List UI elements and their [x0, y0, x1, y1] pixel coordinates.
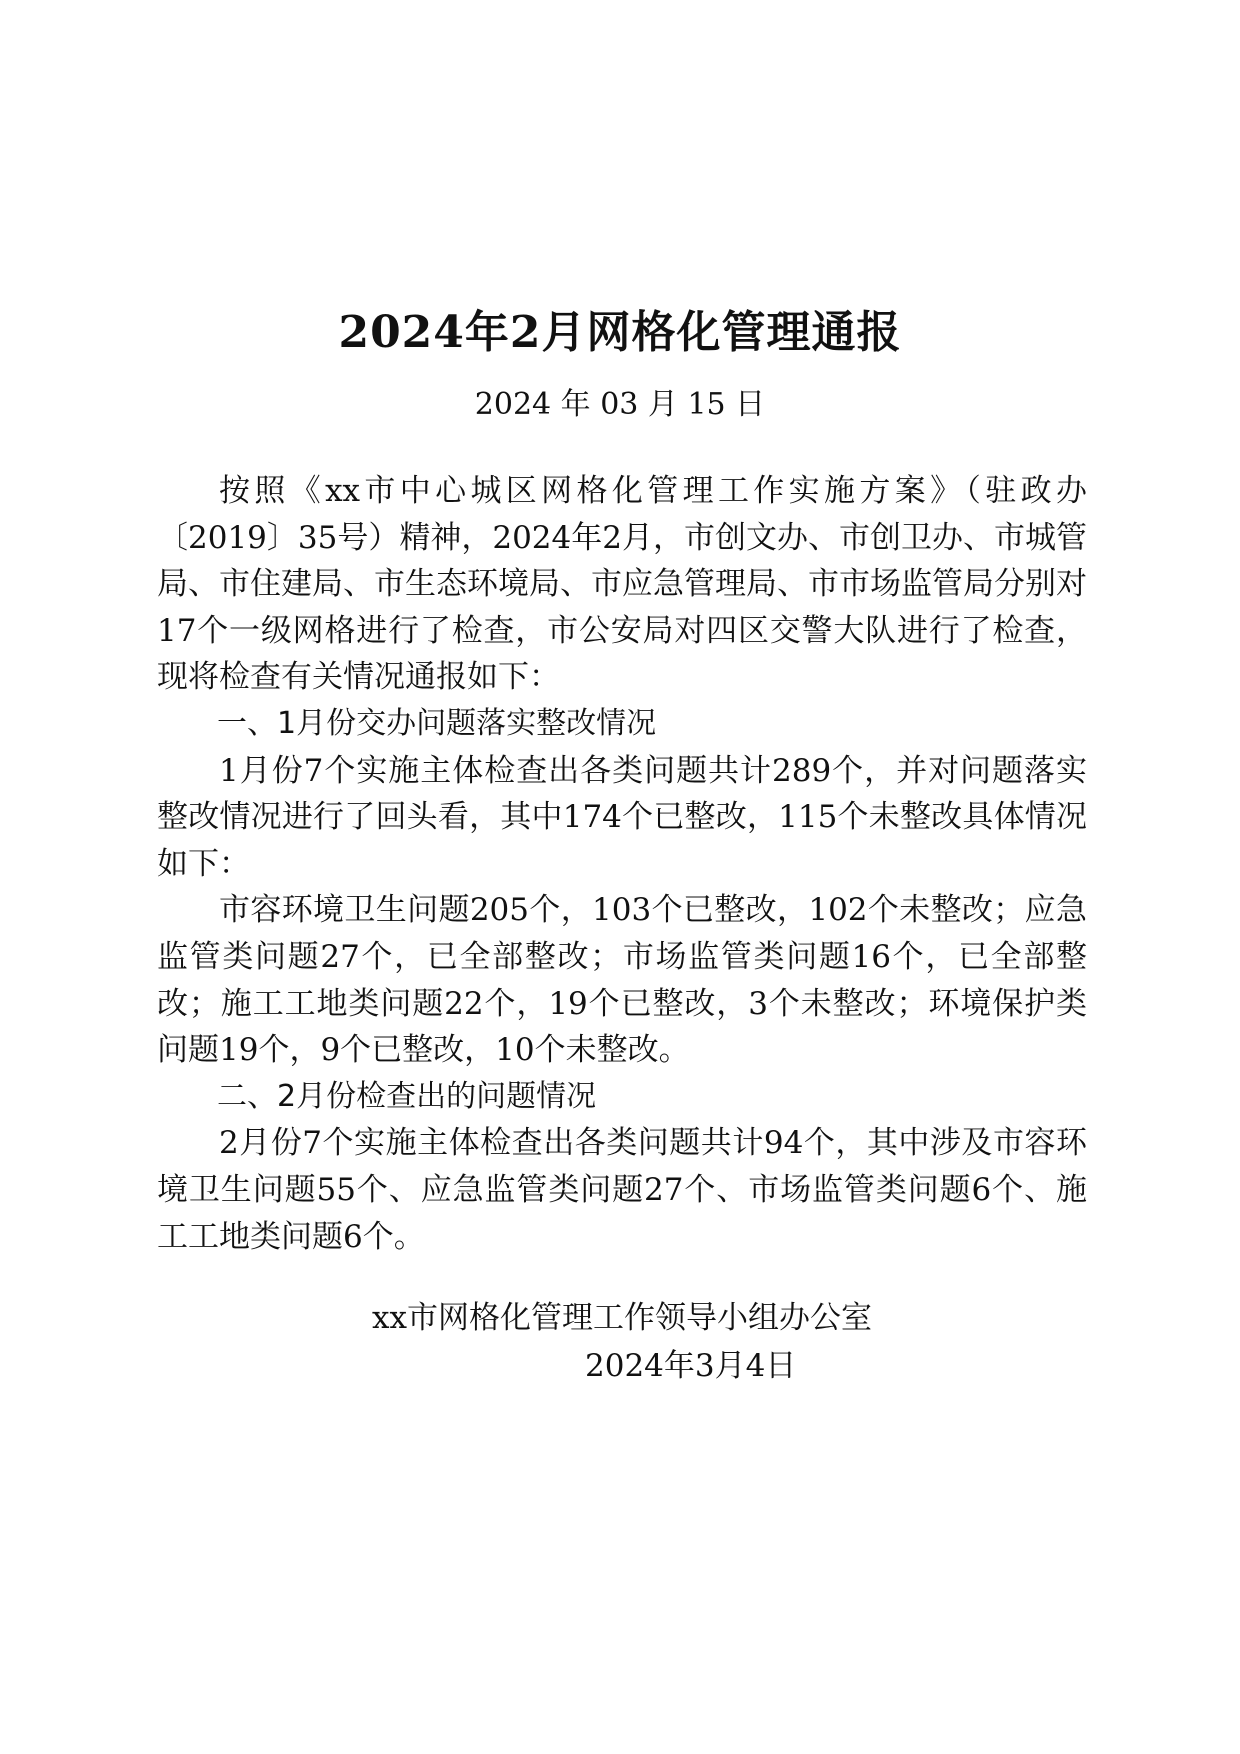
signature-organization: xx市网格化管理工作领导小组办公室 — [372, 1300, 872, 1336]
section-1-summary-paragraph: 1月份7个实施主体检查出各类问题共计289个，并对问题落实整改情况进行了回头看，其中174个已整改，115个未整改具体情况如下： — [157, 752, 1087, 882]
document-date: 2024 年 03 月 15 日 — [474, 387, 766, 422]
document-title: 2024年2月网格化管理通报 — [338, 307, 902, 358]
intro-paragraph: 按照《xx市中心城区网格化管理工作实施方案》（驻政办〔2019〕35号）精神，2024年2月，市创文办、市创卫办、市城管局、市住建局、市生态环境局、市应急管理局、市市场监管局分别对17个一级网格进行了检查，市公安局对四区交警大队进行了检查，现将检查有关情况通报如下： — [157, 473, 1087, 696]
section-2-heading: 二、2月份检查出的问题情况 — [217, 1078, 597, 1114]
section-1-heading: 一、1月份交办问题落实整改情况 — [217, 705, 657, 741]
document-body — [157, 468, 1087, 1260]
section-1-detail-paragraph: 市容环境卫生问题205个，103个已整改，102个未整改；应急监管类问题27个，已全部整改；市场监管类问题16个，已全部整改；施工工地类问题22个，19个已整改，3个未整改；环境保护类问题19个，9个已整改，10个未整改。 — [157, 892, 1087, 1069]
section-2-paragraph: 2月份7个实施主体检查出各类问题共计94个，其中涉及市容环境卫生问题55个、应急监管类问题27个、市场监管类问题6个、施工工地类问题6个。 — [157, 1125, 1087, 1255]
signature-date: 2024年3月4日 — [585, 1348, 797, 1384]
